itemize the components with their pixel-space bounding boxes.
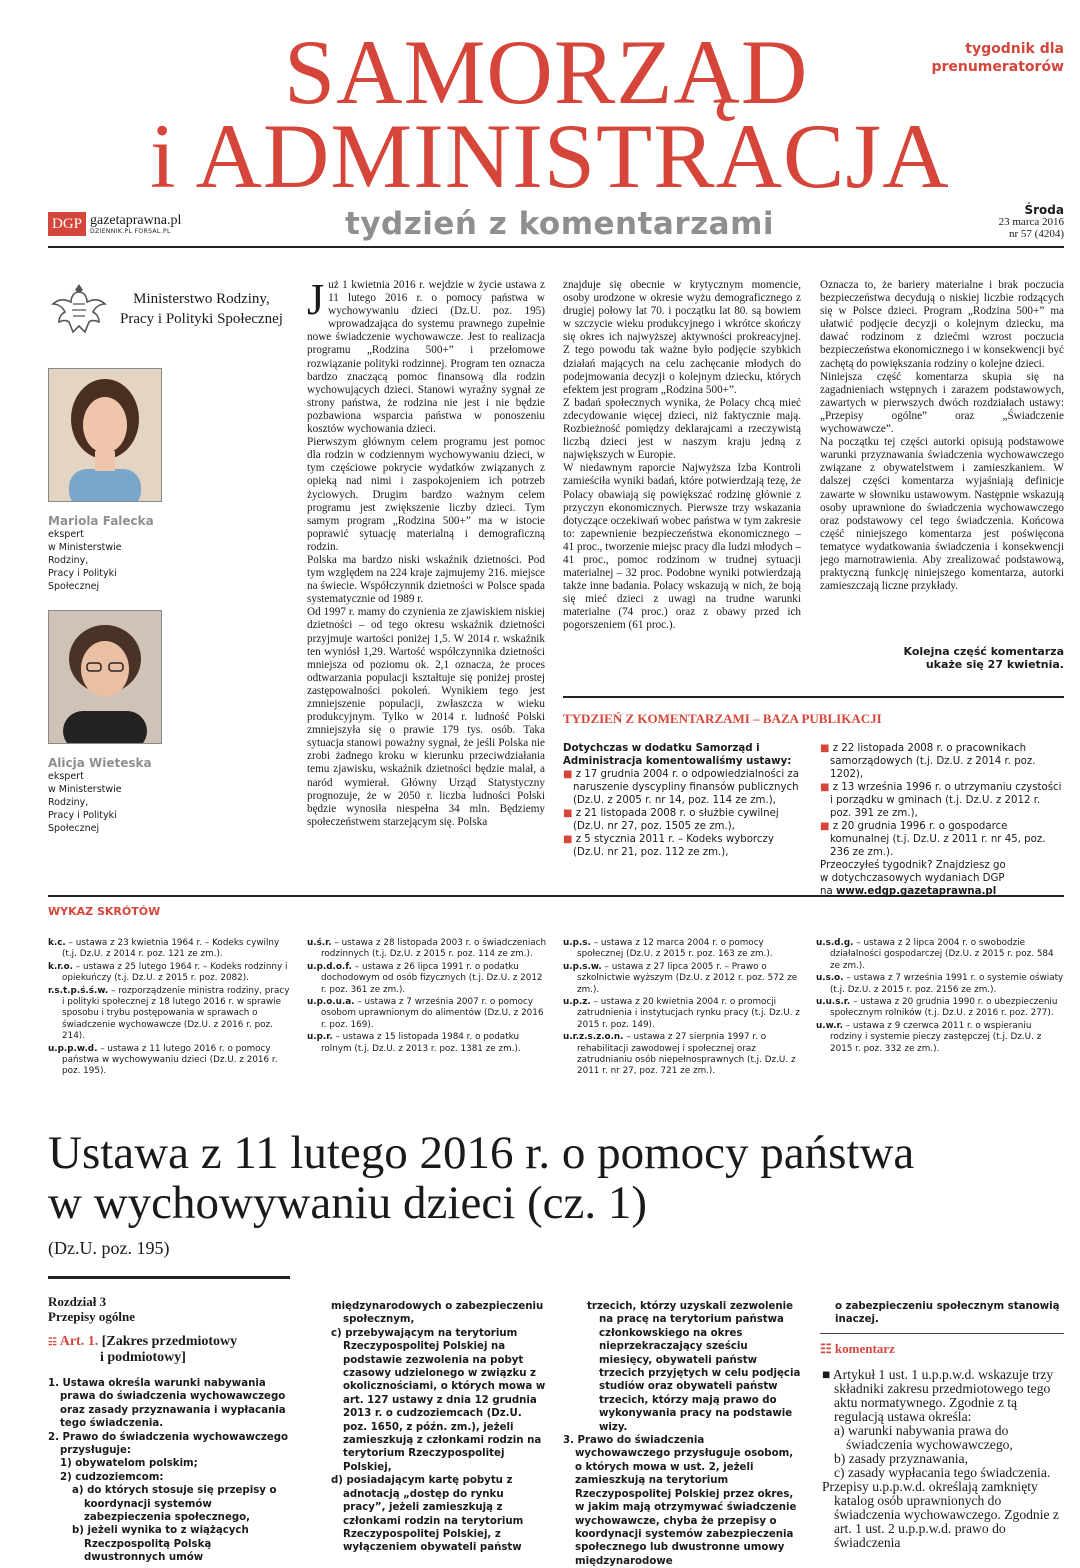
law-paragraph: b) jeżeli wynika to z wiążących Rzeczpospolitą Polską dwustronnych umów [72,1525,249,1564]
abbreviation-item: u.p.p.w.d. – ustawa z 11 lutego 2016 r. o pomocy państwa w wychowywaniu dzieci (Dz.U. z 2016 r. poz. 195). [48,1043,278,1077]
abbreviations-rule [48,895,1064,897]
abbreviation-item: u.ś.r. – ustawa z 28 listopada 2003 r. o świadczeniach rodzinnych (t.j. Dz.U. z 2015 r. poz. 114 ze zm.). [307,938,547,960]
law-paragraph: o zabezpieczeniu społecznym stanowią inaczej. [835,1301,1060,1326]
expert-role: ekspert w Ministerstwie Rodziny, Pracy i Polityki Społecznej [48,529,122,592]
intro-paragraph: Polska ma bardzo niski wskaźnik dzietności. Pod tym względem na 224 kraje zajmujemy 216. miejsce na świecie. Współczynnik dzietności w Polsce spada systematycznie od 1989 r. [307,553,545,606]
masthead-subtitle: tydzień z komentarzami [345,206,775,242]
list-item: ■ z 5 stycznia 2011 r. – Kodeks wyborczy (Dz.U. nr 21, poz. 112 ze zm.), [563,834,774,858]
masthead-line2: i ADMINISTRACJA [150,105,950,207]
tagline-line2: prenumeratorów [931,59,1064,75]
list-item: ■ z 20 grudnia 1996 r. o gospodarce komunalnej (t.j. Dz.U. z 2011 r. nr 45, poz. 236 ze zm.). [820,821,1046,858]
komentarz-paragraph: c) zasady wypłacania tego świadczenia. [834,1465,1051,1480]
article-title: i podmiotowy] [100,1350,186,1365]
law-title [48,1128,914,1228]
abbreviation-item: u.p.r. – ustawa z 15 listopada 1984 r. o podatku rolnym (t.j. Dz.U. z 2013 r. poz. 1381 ze zm.). [307,1032,521,1054]
law-title-line2: w wychowywaniu dzieci (cz. 1) [48,1177,648,1229]
tagline [931,40,1064,76]
publication-base-footer: Przeoczyłeś tygodnik? Znajdziesz go [820,860,1006,871]
intro-paragraph: Niniejsza część komentarza skupia się na zagadnieniach wstępnych i zarazem podstawowych, zawartych w pierwszych dwóch rozdziałach ustawy: „Przepisy ogólne” oraz „Świadczenie wychowawcze”. [820,370,1064,436]
abbreviation-item: k.c. – ustawa z 23 kwietnia 1964 r. – Kodeks cywilny (t.j. Dz.U. z 2014 r. poz. 121 ze zm.). [48,938,280,960]
law-column-1 [48,1294,292,1565]
komentarz-paragraph: Przepisy u.p.p.w.d. określają zamknięty katalog osób uprawnionych do świadczenia wychowawczego. Zgodnie z art. 1 ust. 2 u.p.p.w.d. prawo do świadczenia [822,1479,1059,1550]
list-item: ■ z 22 listopada 2008 r. o pracownikach samorządowych (t.j. Dz.U. z 2014 r. poz. 1202), [820,743,1036,780]
article-heading: ☷ Art. 1. [Zakres przedmiotowy i podmiotowy] [48,1334,292,1365]
article-title: [Zakres przedmiotowy [101,1334,238,1349]
abbreviation-item: u.s.o. – ustawa z 7 września 1991 r. o systemie oświaty (t.j. Dz.U. z 2015 r. poz. 2156 ze zm.). [816,973,1064,995]
abbreviation-item: u.s.d.g. – ustawa z 2 lipca 2004 r. o swobodzie działalności gospodarczej (Dz.U. z 2015 r. poz. 584 ze zm.). [816,938,1054,971]
law-column-4 [835,1300,1064,1327]
intro-paragraph: Na początku tej części autorki opisują podstawowe warunki przyznawania świadczenia wychowawczego związane z obywatelstwem i zamieszkaniem. W dalszej części komentarza wyjaśniają definicje zawarte w słowniku ustawowym. Następnie wskazują osoby uprawnione do świadczenia wychowawczego oraz podstawowy cel tego świadczenia. Końcowa część niniejszego komentarza jest poświęcona tematyce wydatkowania świadczenia i konsekwencji jego marnotrawienia. Aby zrealizować podstawową, praktyczną funkcję niniejszego komentarza, autorki zamieszczają liczne przykłady. [820,436,1064,593]
next-part-note: Kolejna część komentarza ukaże się 27 kwietnia. [903,645,1064,671]
issue-date [999,204,1064,240]
chapter-number: Rozdział 3 [48,1294,107,1309]
abbreviations-column-1 [48,938,293,1079]
abbreviations-column-4 [816,938,1064,1056]
abbreviation-item: u.p.z. – ustawa z 20 kwietnia 2004 r. o promocji zatrudnienia i instytucjach rynku pracy (t.j. Dz.U. z 2015 r. poz. 149). [563,997,800,1030]
site-name: gazetaprawna.pl [90,212,182,228]
expert-photo [48,368,162,502]
intro-column-3 [820,279,1064,645]
site-partners: DZIENNIK.PL FORSAL.PL [90,227,171,235]
abbreviations-column-3 [563,938,803,1079]
komentarz-paragraph: a) warunki nabywania prawa do świadczenia wychowawczego, [834,1423,1013,1452]
law-citation: (Dz.U. poz. 195) [48,1238,170,1258]
intro-paragraph: Od 1997 r. mamy do czynienia ze zjawiskiem niskiej dzietności – od tego okresu wskaźnik dzietności przyjmuje wartości poniżej 1,5. W 2014 r. wskaźnik ten wyniósł 1,29. Wartość współczynnika dzietności mniejsza od poziomu ok. 2,1 oznacza, że proces odtwarzania populacji kształtuje się poniżej prostej zastępowalności pokoleń. Wynikiem tego jest zmniejszenie populacji, zwłaszcza w wieku produkcyjnym. Tylko w 2014 r. ludność Polski zmniejszyła się o prawie 179 tys. osób. Taka sytuacja stanowi poważny sygnał, że jeśli Polska nie zrobi żadnego kroku w kierunku przeciwdziałania temu zjawisku, wskaźnik dzietności będzie malał, a naród wymierał. Główny Urząd Statystyczny prognozuje, że w 2050 r. liczba ludności Polski będzie wynosiła niespełna 34 mln. Będziemy społeczeństwem starzejącym się. Polska [307,606,545,828]
abbreviation-item: u.p.d.o.f. – ustawa z 26 lipca 1991 r. o podatku dochodowym od osób fizycznych (t.j. Dz.U. z 2012 r. poz. 361 ze zm.). [307,961,543,995]
abbreviation-item: u.w.r. – ustawa z 9 czerwca 2011 r. o wspieraniu rodziny i systemie pieczy zastępczej (t.j. Dz.U. z 2015 r. poz. 332 ze zm.). [816,1020,1042,1054]
ministry-line1: Ministerstwo Rodziny, [133,291,270,307]
dgp-logo-box: DGP [48,212,86,236]
intro-paragraph: Pierwszym głównym celem programu jest pomoc dla rodzin w codziennym wychowywaniu dzieci, w tym częściowe pokrycie wydatków związanych z opieką nad nimi i zaspokojeniem ich potrzeb życiowych. Drugim bardzo ważnym celem programu jest zwiększenie liczby dzieci. Tym samym program „Rodzina 500+” ma w istocie poprawić sytuację materialną i demograficzną rodzin. [307,436,545,553]
expert-card [48,368,162,593]
expert-name: Mariola Falecka [48,514,154,528]
intro-paragraph: znajduje się obecnie w krytycznym momencie, osoby urodzone w okresie wyżu demograficznego z drugiej połowy lat 70. i początku lat 80. są bowiem w szczycie wieku produkcyjnego i wkrótce skończy się okres ich najwyższej aktywności prokreacyjnej. Z tego powodu tak ważne było podjęcie szybkich działań mających na celu zachęcanie młodych do podejmowania decyzji o kolejnym dziecku, których efektem jest program „Rodzina 500+”. [563,279,801,396]
masthead-rule [48,246,1064,248]
expert-name: Alicja Wieteska [48,756,152,770]
publication-base-lead: Dotychczas w dodatku Samorząd i Administracja komentowaliśmy ustawy: [563,743,792,767]
chapter-name: Przepisy ogólne [48,1309,136,1324]
abbreviations-column-2 [307,938,547,1056]
law-title-rule [48,1276,290,1279]
law-paragraph: trzecich, którzy uzyskali zezwolenie na pracę na terytorium państwa członkowskiego na okres nieprzekraczający sześciu miesięcy, obywateli państw trzecich przyjętych w celu podjęcia studiów oraz obywateli państw trzecich, którzy mają prawo do wykonywania pracy na podstawie wizy. [587,1301,801,1433]
intro-paragraph: Z badań społecznych wynika, że Polacy chcą mieć zdecydowanie więcej dzieci, niż faktycznie mają. Rozbieżność pomiędzy deklarajcami a rzeczywistą liczbą dzieci jest w naszym kraju jedną z największych w Europie. [563,396,801,462]
publication-base-left [563,742,803,859]
intro-column-1 [307,279,545,879]
abbreviation-item: u.p.s. – ustawa z 12 marca 2004 r. o pomocy społecznej (Dz.U. z 2015 r. poz. 163 ze zm.). [563,938,773,960]
law-column-2 [307,1300,547,1555]
dgp-logo[interactable] [48,212,181,236]
komentarz-label: ☷ komentarz [820,1341,895,1356]
abbreviation-item: k.r.o. – ustawa z 25 lutego 1964 r. – Kodeks rodzinny i opiekuńczy (t.j. Dz.U. z 2015 r. poz. 2082). [48,961,288,984]
abbreviations-title: WYKAZ SKRÓTÓW [48,905,161,918]
abbreviation-item: u.r.z.s.z.o.n. – ustawa z 27 sierpnia 1997 r. o rehabilitacji zawodowej i społecznej oraz zatrudnianiu osób niepełnosprawnych (t.j. Dz.U. z 2011 r. nr 27, poz. 721 ze zm.). [563,1032,796,1077]
issue-number: nr 57 (4204) [1009,228,1064,240]
issue-day: Środa [1024,203,1064,217]
article-label: Art. 1. [59,1334,99,1349]
ministry-line2: Pracy i Polityki Społecznej [120,311,283,327]
expert-role: ekspert w Ministerstwie Rodziny, Pracy i Polityki Społecznej [48,771,122,834]
komentarz-paragraph: b) zasady przyznawania, [834,1451,968,1466]
law-paragraph: c) przebywającym na terytorium Rzeczypospolitej Polskiej na podstawie zezwolenia na pobyt czasowy udzielonego w związku z okolicznościami, o których mowa w art. 127 ustawy z dnia 12 grudnia 2013 r. o cudzoziemcach (Dz.U. poz. 1650, z późn. zm.), jeżeli zamieszkują z członkami rodzin na terytorium Rzeczypospolitej Polskiej, [331,1327,546,1473]
issue-date-text: 23 marca 2016 [998,216,1064,228]
komentarz-rule [820,1333,1064,1334]
eagle-emblem-icon [48,278,110,340]
publication-base-title: TYDZIEŃ Z KOMENTARZAMI – BAZA PUBLIKACJI [563,711,882,726]
intro-paragraph: W niedawnym raporcie Najwyższa Izba Kontroli zamieściła wyniki badań, które potwierdzają tezę, że Polacy obawiają się powiększać rodzinę głównie z przyczyn ekonomicznych. Pierwsze trzy wskazania dotyczące oczekiwań wobec państwa w tym zakresie to: zapewnienie bezpieczeństwa ekonomicznego – 41 proc., tworzenie miejsc pracy dla ludzi młodych – 41 proc., pomoc rodzinom w trudnej sytuacji materialnej – 32 proc. Podobne wyniki potwierdzają także inne badania. Polacy wskazują w nich, że boją się mieć dzieci z uwagi na trudne warunki materialne (74 proc.) oraz z obawy przed ich pogorszeniem (61 proc.). [563,462,801,632]
law-paragraph: d) posiadającym kartę pobytu z adnotacją „dostęp do rynku pracy”, jeżeli zamieszkują z członkami rodzin na terytorium Rzeczypospolitej Polskiej, z wyłączeniem obywateli państw [331,1475,524,1554]
edgp-link[interactable]: www.edgp.gazetaprawna.pl [835,886,997,897]
list-item: ■ z 17 grudnia 2004 r. o odpowiedzialności za naruszenie dyscypliny finansów publicznych (Dz.U. z 2005 r. nr 14, poz. 114 ze zm.), [563,769,800,806]
komentarz-text [822,1368,1066,1550]
intro-paragraph: uż 1 kwietnia 2016 r. wejdzie w życie ustawa z 11 lutego 2016 r. o pomocy państwa w wychowywaniu dzieci (Dz.U. poz. 195) wprowadzająca do systemu prawnego zupełnie nowe świadczenie wychowawcze. Jest to realizacja programu „Rodzina 500+” i przełomowe rozwiązanie polityki rodzinnej. Program ten oznacza bardzo znaczącą pomoc finansową dla rodzin wychowujących dzieci. Stanowi wyraźny sygnał ze strony państwa, że rodzina nie jest i nie będzie pozbawiona wsparcia państwa w ponoszeniu kosztów wychowania dzieci. [307,279,545,436]
publication-base-footer: w dotychczasowych wydaniach DGP [820,873,1005,884]
abbreviation-item: u.p.o.u.a. – ustawa z 7 września 2007 r. o pomocy osobom uprawnionym do alimentów (Dz.U. z 2016 r. poz. 169). [307,997,544,1030]
komentarz-paragraph: ■ Artykuł 1 ust. 1 u.p.p.w.d. wskazuje trzy składniki zakresu przedmiotowego tego aktu normatywnego. Zgodnie z tą regulacją ustawa określa: [822,1367,1054,1424]
abbreviation-item: u.p.s.w. – ustawa z 27 lipca 2005 r. – Prawo o szkolnictwie wyższym (Dz.U. z 2012 r. poz. 572 ze zm.). [563,961,798,995]
list-item: ■ z 13 września 1996 r. o utrzymaniu czystości i porządku w gminach (t.j. Dz.U. z 2012 r. poz. 391 ze zm.), [820,782,1062,819]
law-paragraph: 1) obywatelom polskim; [60,1458,198,1470]
intro-paragraph: Oznacza to, że bariery materialne i brak poczucia bezpieczeństwa decydują o niskiej liczbie rodzących się w Polsce dzieci. Program „Rodzina 500+” ma ułatwić podjęcie decyzji o kolejnym dziecku, ma dawać rodzinom z dziećmi wzrost poczucia bezpieczeństwa ekonomicznego i w konsekwencji być zachętą do powiększania rodziny o kolejne dzieci. [820,279,1064,370]
dropcap: J [307,279,325,324]
abbreviation-item: u.u.s.r. – ustawa z 20 grudnia 1990 r. o ubezpieczeniu społecznym rolników (t.j. Dz.U. z 2016 r. poz. 277). [816,997,1058,1019]
law-paragraph: 1. Ustawa określa warunki nabywania prawa do świadczenia wychowawczego oraz zasady przyznawania i wypłacania tego świadczenia. [48,1378,286,1430]
publication-base-box [563,696,1064,698]
publication-base-right: ■ z 22 listopada 2008 r. o pracownikach samorządowych (t.j. Dz.U. z 2014 r. poz. 1202), ■ z 13 września 1996 r. o utrzymaniu czystości i porządku w gminach (t.j. Dz.U. z 2012 r. poz. 391 ze zm.), ■ z 20 grudnia 1996 r. o gospodarce komunalnej (t.j. Dz.U. z 2011 r. nr 45, poz. 236 ze zm.). Przeoczyłeś tygodnik? Znajdziesz go w dotychczasowych wydaniach DGP na www.edgp.gazetaprawna.pl [820,742,1064,898]
masthead-line1: SAMORZĄD [284,21,809,123]
expert-card [48,610,162,835]
list-item: ■ z 21 listopada 2008 r. o służbie cywilnej (Dz.U. nr 27, poz. 1505 ze zm.), [563,808,779,832]
law-paragraph: 2) cudzoziemcom: [60,1471,164,1483]
tagline-line1: tygodnik dla [965,41,1064,57]
law-title-line1: Ustawa z 11 lutego 2016 r. o pomocy państwa [48,1127,915,1179]
law-paragraph: 2. Prawo do świadczenia wychowawczego przysługuje: [48,1431,289,1457]
abbreviation-item: r.s.t.p.ś.ś.w. – rozporządzenie ministra rodziny, pracy i polityki społecznej z 18 lutego 2016 r. w sprawie sposobu i trybu postępowania w sprawach o świadczenie wychowawcze (Dz.U. z 2016 r. poz. 214). [48,985,290,1042]
intro-column-2 [563,279,801,675]
law-paragraph: a) do których stosuje się przepisy o koordynacji systemów zabezpieczenia społecznego, [72,1485,277,1524]
law-paragraph: 3. Prawo do świadczenia wychowawczego przysługuje osobom, o których mowa w ust. 2, jeżeli zamieszkują na terytorium Rzeczypospolitej Polskiej przez okres, w jakim mają otrzymywać świadczenie wychowawcze, chyba że przepisy o koordynacji systemów zabezpieczenia społecznego lub dwustronne umowy międzynarodowe [563,1435,797,1567]
ministry-block [48,278,283,340]
law-column-3 [563,1300,803,1568]
law-paragraph: międzynarodowych o zabezpieczeniu społecznym, [331,1301,544,1326]
expert-photo [48,610,162,744]
